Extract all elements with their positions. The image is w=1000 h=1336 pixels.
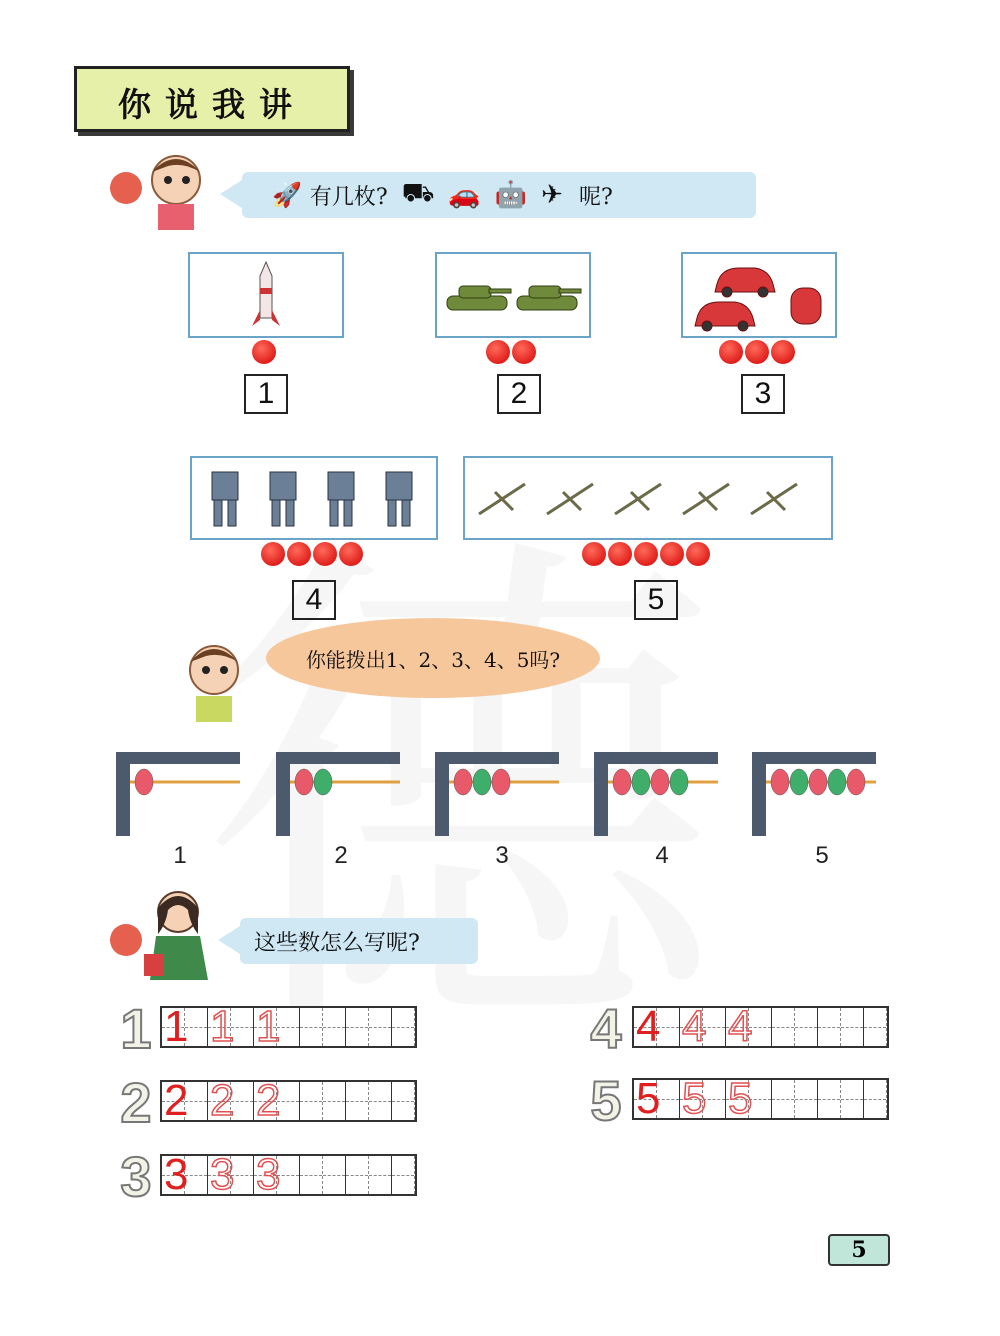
grid-cell[interactable] [392,1008,415,1046]
rocket-icon [190,254,342,336]
trace-digit-solid: 3 [164,1150,189,1199]
grid-cell[interactable] [841,1080,864,1118]
grid-cell[interactable] [346,1082,369,1120]
count-dot [512,340,536,364]
count-dot [261,542,285,566]
trace-digit-solid: 4 [636,1002,661,1051]
abacus-frame [435,752,559,836]
picture-frame-2 [435,252,591,338]
picture-frame-4 [190,456,438,540]
count-dot [252,340,276,364]
abacus-bead [454,769,472,795]
trace-digit-solid: 5 [636,1074,661,1123]
abacus-bead [790,769,808,795]
grid-cell[interactable] [369,1008,392,1046]
speech-bubble [266,618,600,698]
grid-cell[interactable] [772,1080,795,1118]
grid-cell[interactable] [841,1008,864,1046]
grid-cell[interactable] [323,1156,346,1194]
robot-icon [192,458,436,538]
count-dots-1 [188,340,340,364]
number-box-1: 1 [244,374,288,414]
dialog-question-1 [242,172,756,218]
count-dot [486,340,510,364]
abacus-2 [276,752,400,836]
count-dots-2 [435,340,587,364]
abacus-frame [594,752,718,836]
abacus-label-4: 4 [655,842,669,869]
trace-digit-dashed: 5 [682,1074,707,1123]
count-dot [771,340,795,364]
grid-cell[interactable] [795,1008,818,1046]
abacus-label-5: 5 [815,842,829,869]
car-icon: 🚗 [448,180,481,210]
boy-illustration [104,150,224,230]
grid-cell[interactable] [346,1156,369,1194]
grid-cell[interactable] [300,1008,323,1046]
count-dot [313,542,337,566]
number-box-4: 4 [292,580,336,620]
abacus-bead [670,769,688,795]
grid-cell[interactable] [864,1080,887,1118]
count-dots-5 [463,542,829,566]
trace-digit-dashed: 4 [682,1002,707,1051]
abacus-frame [276,752,400,836]
model-digit-5: 5 [590,1069,622,1132]
abacus-label-1: 1 [173,842,187,869]
trace-digit-dashed: 2 [256,1076,281,1125]
grid-cell[interactable] [323,1082,346,1120]
abacus-5 [752,752,876,836]
writing-grid-5 [632,1074,889,1123]
count-dot [719,340,743,364]
picture-frame-1 [188,252,344,338]
trace-digit-solid: 2 [164,1076,189,1125]
number-box-2: 2 [497,374,541,414]
abacus-3 [435,752,559,836]
abacus-bead [847,769,865,795]
abacus-bead [473,769,491,795]
dialog-text: 这些数怎么写呢? [254,930,420,956]
abacus-bead [295,769,313,795]
writing-grid-1 [160,1002,417,1051]
tank-icon: ⛟ [401,178,435,208]
number-box-5: 5 [634,580,678,620]
trace-digit-dashed: 5 [728,1074,753,1123]
grid-cell[interactable] [300,1156,323,1194]
abacus-4 [594,752,718,836]
grid-cell[interactable] [864,1008,887,1046]
abacus-bead [828,769,846,795]
count-dot [660,542,684,566]
abacus-bead [771,769,789,795]
boy-avatar [104,150,224,230]
grid-cell[interactable] [772,1008,795,1046]
dialog-pointer [218,926,240,954]
picture-frame-3 [681,252,837,338]
tank-icon [437,254,589,336]
grid-cell[interactable] [369,1082,392,1120]
trace-digit-dashed: 1 [256,1002,281,1051]
boy-avatar-2 [172,640,262,722]
count-dot [745,340,769,364]
abacus-label-3: 3 [495,842,509,869]
grid-cell[interactable] [818,1080,841,1118]
section-title: 你说我讲 [118,85,306,124]
writing-grid-4 [632,1002,889,1051]
count-dots-3 [681,340,833,364]
abacus-bead [314,769,332,795]
dialog-prefix: 有几枚? [309,184,388,210]
grid-cell[interactable] [300,1082,323,1120]
abacus-1 [116,752,240,836]
count-dot [608,542,632,566]
grid-cell[interactable] [818,1008,841,1046]
grid-cell[interactable] [323,1008,346,1046]
count-dot [686,542,710,566]
grid-cell[interactable] [392,1082,415,1120]
trace-digit-dashed: 2 [210,1076,235,1125]
trace-digit-dashed: 3 [256,1150,281,1199]
trace-digit-dashed: 4 [728,1002,753,1051]
count-dot [287,542,311,566]
count-dots-4 [190,542,434,566]
abacus-bead [632,769,650,795]
grid-cell[interactable] [795,1080,818,1118]
speech-text: 你能拨出1、2、3、4、5吗? [305,647,561,672]
page-number: 5 [828,1234,890,1266]
writing-grid-3 [160,1150,417,1199]
airplane-icon: ✈ [541,180,563,210]
model-digit-1: 1 [120,997,152,1060]
abacus-bead [613,769,631,795]
grid-cell[interactable] [392,1156,415,1194]
picture-frame-5 [463,456,833,540]
number-box-3: 3 [741,374,785,414]
section-title-box [74,66,350,132]
model-digit-3: 3 [120,1145,152,1208]
boy-illustration [172,640,262,722]
dialog-suffix: 呢? [578,184,613,210]
grid-cell[interactable] [346,1008,369,1046]
abacus-bead [135,769,153,795]
trace-digit-dashed: 3 [210,1150,235,1199]
trace-digit-dashed: 1 [210,1002,235,1051]
dialog-question-3 [240,918,478,964]
count-dot [339,542,363,566]
writing-grid-2 [160,1076,417,1125]
abacus-graphics [0,740,1000,840]
abacus-label-2: 2 [334,842,348,869]
abacus-bead [492,769,510,795]
robot-icon: 🤖 [494,180,528,210]
model-digit-4: 4 [590,997,622,1060]
abacus-frame [116,752,240,836]
teacher-illustration [104,884,234,980]
teacher-avatar [104,884,234,980]
abacus-bead [809,769,827,795]
car-icon [683,254,835,336]
trace-digit-solid: 1 [164,1002,189,1051]
count-dot [582,542,606,566]
abacus-bead [651,769,669,795]
grid-cell[interactable] [369,1156,392,1194]
rocket-icon: 🚀 [272,181,302,209]
dialog-pointer [220,180,242,208]
model-digit-2: 2 [120,1071,152,1134]
count-dot [634,542,658,566]
airplane-icon [465,458,831,538]
